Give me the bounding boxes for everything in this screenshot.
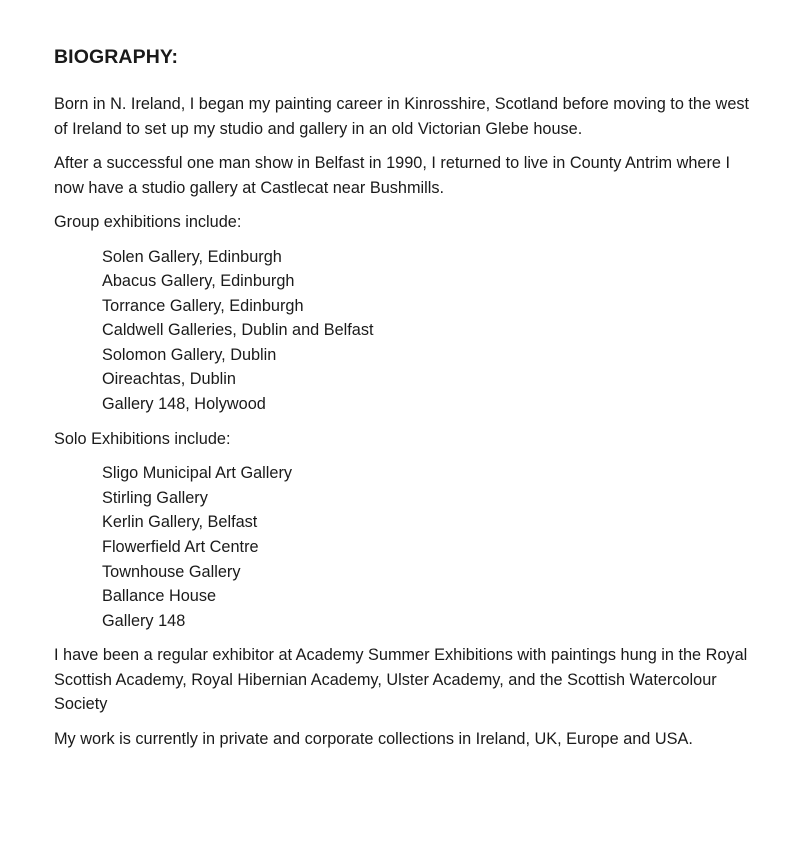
intro-paragraph: Born in N. Ireland, I began my painting career in Kinrosshire, Scotland before moving to the west of Ireland to set up my studio and gallery in an old Victorian Glebe house. — [54, 95, 750, 138]
list-item: Gallery 148, Holywood — [102, 395, 266, 414]
list-item: Abacus Gallery, Edinburgh — [102, 272, 295, 291]
intro-paragraph: After a successful one man show in Belfast in 1990, I returned to live in County Antrim where I now have a studio gallery at Castlecat near Bushmills. — [54, 154, 731, 197]
list-item: Oireachtas, Dublin — [102, 370, 236, 389]
list-item: Townhouse Gallery — [102, 562, 241, 581]
list-item: Ballance House — [102, 587, 217, 606]
group-exhibitions-list — [102, 245, 760, 417]
list-item: Caldwell Galleries, Dublin and Belfast — [102, 321, 374, 340]
page-title: BIOGRAPHY: — [54, 46, 179, 68]
group-exhibitions-label: Group exhibitions include: — [54, 213, 242, 231]
closing-paragraph: My work is currently in private and corporate collections in Ireland, UK, Europe and USA. — [54, 729, 693, 748]
list-item: Stirling Gallery — [102, 488, 208, 507]
list-item: Sligo Municipal Art Gallery — [102, 464, 293, 483]
list-item: Kerlin Gallery, Belfast — [102, 513, 258, 532]
list-item: Flowerfield Art Centre — [102, 537, 259, 556]
list-item: Solomon Gallery, Dublin — [102, 345, 277, 364]
list-item: Torrance Gallery, Edinburgh — [102, 296, 304, 315]
solo-exhibitions-list — [102, 461, 760, 633]
solo-exhibitions-label: Solo Exhibitions include: — [54, 429, 231, 448]
closing-paragraph: I have been a regular exhibitor at Academy Summer Exhibitions with paintings hung in the Royal Scottish Academy, Royal Hibernian Academy, Ulster Academy, and the Scottish Watercolour Society — [54, 646, 748, 714]
list-item: Gallery 148 — [102, 611, 186, 630]
list-item: Solen Gallery, Edinburgh — [102, 247, 282, 266]
